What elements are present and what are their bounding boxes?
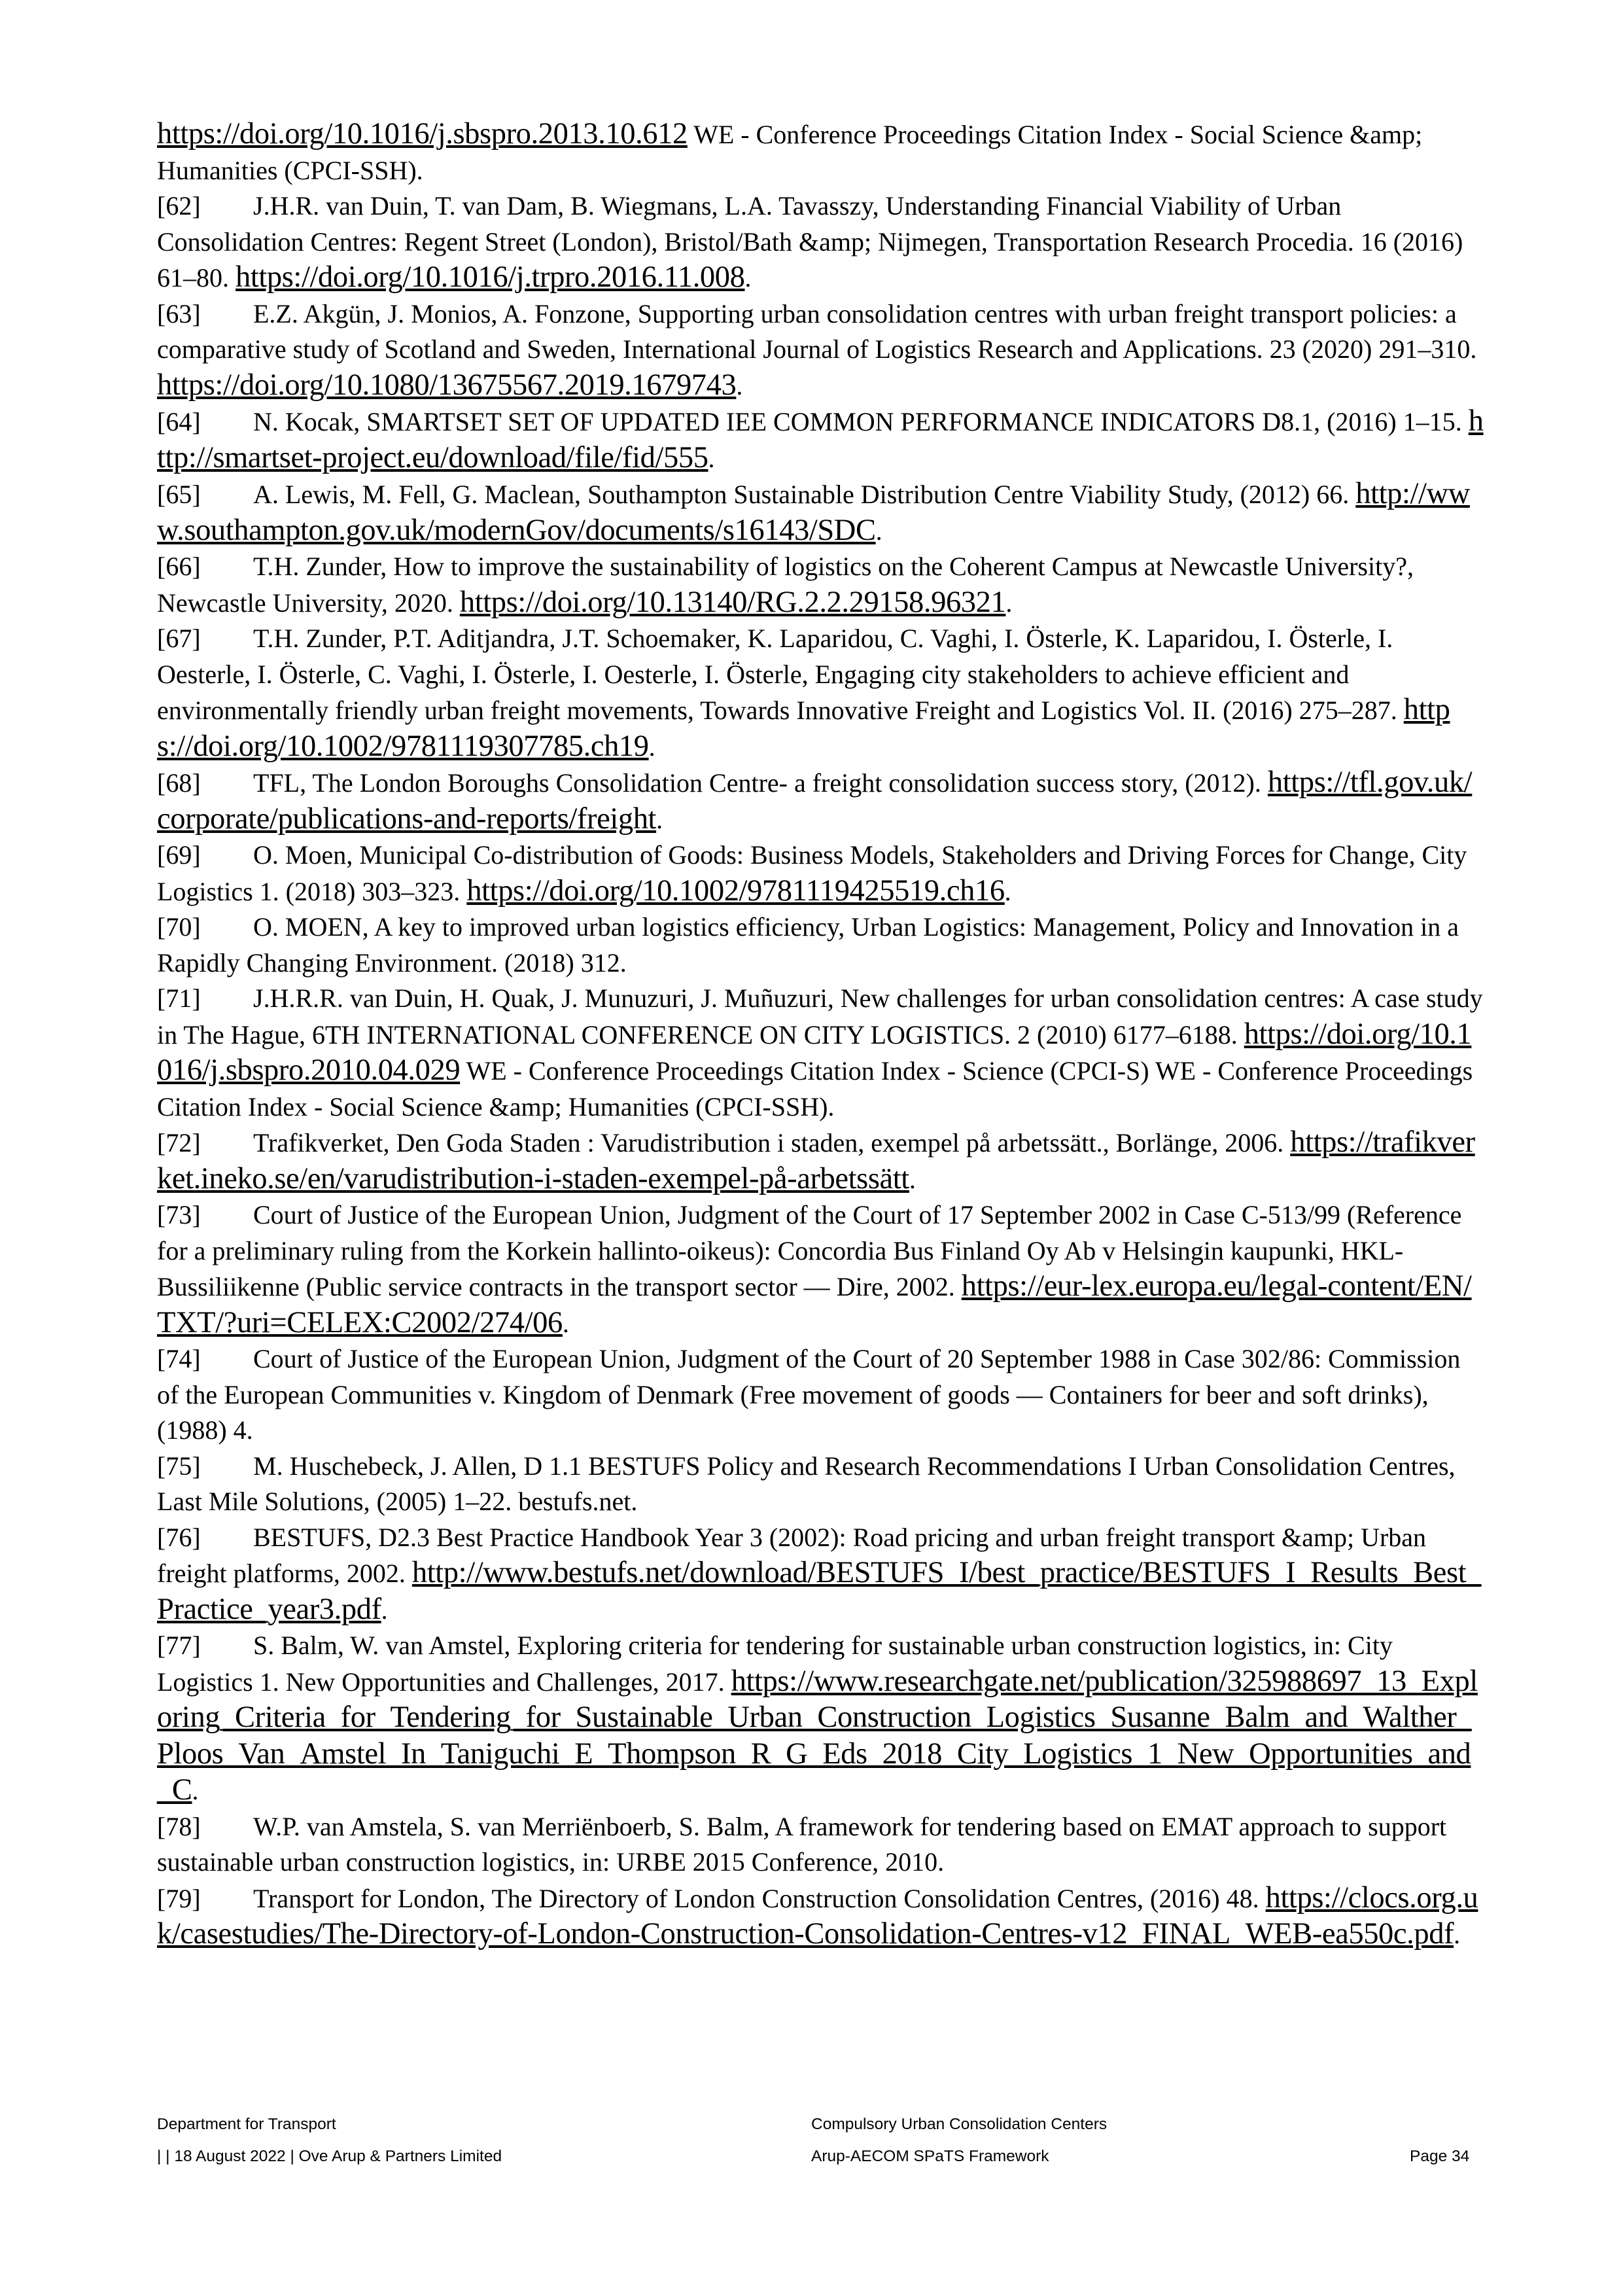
reference-number: [78] [157, 1811, 201, 1841]
footer-framework: Arup-AECOM SPaTS Framework [811, 2147, 1049, 2165]
reference-link[interactable]: http://www.southampton.gov.uk/modernGov/documents/s16143/SDC [157, 477, 1470, 547]
reference-text: N. Kocak, SMARTSET SET OF UPDATED IEE COMMON PERFORMANCE INDICATORS D8.1, (2016) 1–15. [253, 407, 1469, 436]
reference-tail: . [562, 1308, 569, 1338]
reference-link[interactable]: http://www.bestufs.net/download/BESTUFS_I/best_practice/BESTUFS_I_Results_Best_Practice_year3.pdf [157, 1556, 1482, 1626]
reference-link[interactable]: https://clocs.org.uk/casestudies/The-Directory-of-London-Construction-Consolidation-Centres-v12_FINAL_WEB-ea550c.pdf [157, 1881, 1478, 1951]
reference-entry [157, 296, 1485, 404]
reference-text: O. Moen, Municipal Co-distribution of Goods: Business Models, Stakeholders and Driving Forces for Change, City Logistics 1. (2018) 303–323. [157, 840, 1467, 906]
footer-report-title: Compulsory Urban Consolidation Centers [811, 2115, 1108, 2133]
reference-entry [157, 1809, 1485, 1881]
reference-text: T.H. Zunder, How to improve the sustainability of logistics on the Coherent Campus at Newcastle University?, Newcastle University, 2020. [157, 552, 1414, 618]
footer-page-number: Page 34 [1410, 2147, 1470, 2165]
reference-entry [157, 1628, 1485, 1809]
reference-text: M. Huschebeck, J. Allen, D 1.1 BESTUFS Policy and Research Recommendations I Urban Consolidation Centres, Last Mile Solutions, (2005) 1–22. bestufs.net. [157, 1451, 1456, 1516]
reference-number: [68] [157, 768, 201, 798]
reference-items [157, 188, 1485, 1953]
reference-number: [65] [157, 480, 201, 509]
reference-list [157, 116, 1485, 1953]
reference-link[interactable]: https://tfl.gov.uk/corporate/publications-and-reports/freight [157, 766, 1473, 836]
reference-text: S. Balm, W. van Amstel, Exploring criteria for tendering for sustainable urban construction logistics, in: City Logistics 1. New Opportunities and Challenges, 2017. [157, 1631, 1393, 1697]
reference-entry [157, 549, 1485, 621]
reference-tail: . [381, 1595, 388, 1625]
reference-number: [76] [157, 1522, 201, 1552]
reference-text: BESTUFS, D2.3 Best Practice Handbook Year 3 (2002): Road pricing and urban freight transport &amp; Urban freight platforms, 2002. [157, 1522, 1427, 1588]
reference-entry [157, 188, 1485, 296]
reference-entry [157, 621, 1485, 765]
reference-link[interactable]: https://doi.org/10.1016/j.sbspro.2013.10.612 [157, 117, 688, 150]
reference-entry [157, 404, 1485, 476]
reference-tail: . [744, 263, 752, 292]
reference-tail: . [1005, 588, 1013, 618]
reference-tail: . [1454, 1920, 1461, 1949]
reference-text: W.P. van Amstela, S. van Merriënboerb, S. Balm, A framework for tendering based on EMAT approach to support sustainable urban construction logistics, in: URBE 2015 Conference, 2010. [157, 1811, 1447, 1877]
reference-tail: . [648, 732, 655, 762]
reference-entry [157, 838, 1485, 910]
reference-entry [157, 1449, 1485, 1520]
reference-text: E.Z. Akgün, J. Monios, A. Fonzone, Supporting urban consolidation centres with urban freight transport policies: a comparative study of Scotland and Sweden, International Journal of Logistics Research and Applications. 23 (2020) 291–310. [157, 298, 1477, 364]
reference-text: TFL, The London Boroughs Consolidation Centre- a freight consolidation success story, (2012). [253, 768, 1268, 798]
reference-link[interactable]: https://eur-lex.europa.eu/legal-content/EN/TXT/?uri=CELEX:C2002/274/06 [157, 1269, 1472, 1339]
reference-text: J.H.R. van Duin, T. van Dam, B. Wiegmans, L.A. Tavasszy, Understanding Financial Viability of Urban Consolidation Centres: Regent Street (London), Bristol/Bath &amp; Nijmegen, Transportation Research Procedia. 16 (2016) 61–80. [157, 191, 1463, 292]
reference-entry [157, 765, 1485, 838]
reference-entry [157, 1520, 1485, 1629]
reference-number: [62] [157, 191, 201, 221]
reference-number: [71] [157, 983, 201, 1013]
reference-entry [157, 910, 1485, 981]
reference-entry [157, 1197, 1485, 1341]
reference-text: Transport for London, The Directory of London Construction Consolidation Centres, (2016) 48. [253, 1883, 1266, 1913]
footer-department: Department for Transport [157, 2115, 336, 2133]
reference-text: T.H. Zunder, P.T. Aditjandra, J.T. Schoemaker, K. Laparidou, C. Vaghi, I. Österle, K. Laparidou, I. Österle, I. Oesterle, I. Österle, C. Vaghi, I. Österle, I. Oesterle, I. Österle, Engaging city stakeholders to achieve efficient and environmentally friendly urban freight movements, Towards Innovative Freight and Logistics Vol. II. (2016) 275–287. [157, 624, 1404, 725]
reference-link[interactable]: https://doi.org/10.1080/13675567.2019.1679743 [157, 368, 737, 402]
reference-number: [64] [157, 407, 201, 436]
reference-tail: . [736, 370, 743, 400]
reference-text: Trafikverket, Den Goda Staden : Varudistribution i staden, exempel på arbetssätt., Borlänge, 2006. [253, 1128, 1291, 1157]
reference-link[interactable]: https://doi.org/10.1002/9781119425519.ch16 [466, 874, 1005, 908]
reference-text: A. Lewis, M. Fell, G. Maclean, Southampton Sustainable Distribution Centre Viability Study, (2012) 66. [253, 480, 1356, 509]
reference-text: Court of Justice of the European Union, Judgment of the Court of 17 September 2002 in Case C-513/99 (Reference for a preliminary ruling from the Korkein hallinto-oikeus): Concordia Bus Finland Oy Ab v Helsingin kaupunki, HKL-Bussiliikenne (Public service contracts in the transport sector — Dire, 2002. [157, 1200, 1462, 1301]
reference-tail: . [192, 1776, 199, 1805]
reference-entry [157, 981, 1485, 1125]
reference-link[interactable]: https://doi.org/10.1016/j.sbspro.2010.04.029 [157, 1017, 1472, 1087]
reference-entry [157, 476, 1485, 549]
reference-link[interactable]: https://doi.org/10.1002/9781119307785.ch19 [157, 693, 1450, 763]
reference-number: [70] [157, 912, 201, 942]
reference-tail: . [909, 1164, 916, 1194]
reference-number: [63] [157, 298, 201, 328]
reference-link[interactable]: https://www.researchgate.net/publication/325988697_13_Exploring_Criteria_for_Tendering_for_Sustainable_Urban_Construction_Logistics_Susanne_Balm_and_Walther_Ploos_Van_Amstel_In_Taniguchi_E_Thompson_R_G_Eds_2018_City_Logistics_1_New_Opportunities_and_C [157, 1664, 1478, 1807]
reference-number: [77] [157, 1631, 201, 1660]
reference-link[interactable]: https://doi.org/10.13140/RG.2.2.29158.96321 [459, 585, 1006, 619]
reference-text: O. MOEN, A key to improved urban logistics efficiency, Urban Logistics: Management, Policy and Innovation in a Rapidly Changing Environment. (2018) 312. [157, 912, 1459, 978]
reference-number: [66] [157, 552, 201, 581]
reference-link[interactable]: https://trafikverket.ineko.se/en/varudistribution-i-staden-exempel-på-arbetssätt [157, 1125, 1475, 1195]
footer-date-company: | | 18 August 2022 | Ove Arup & Partners Limited [157, 2147, 502, 2165]
reference-continuation [157, 116, 1485, 188]
reference-tail: . [1004, 876, 1011, 906]
reference-number: [72] [157, 1128, 201, 1157]
reference-number: [69] [157, 840, 201, 870]
reference-entry [157, 1881, 1485, 1953]
reference-number: [73] [157, 1200, 201, 1229]
reference-link[interactable]: https://doi.org/10.1016/j.trpro.2016.11.008 [236, 260, 745, 294]
reference-tail: WE - Conference Proceedings Citation Index - Science (CPCI-S) WE - Conference Proceedings Citation Index - Social Science &amp; Humanities (CPCI-SSH). [157, 1056, 1473, 1122]
reference-number: [79] [157, 1883, 201, 1913]
reference-tail: . [708, 443, 715, 473]
reference-number: [75] [157, 1451, 201, 1481]
reference-link[interactable]: http://smartset-project.eu/download/file/fid/555 [157, 404, 1484, 474]
reference-number: [74] [157, 1344, 201, 1373]
reference-tail: . [875, 516, 882, 546]
reference-tail: WE - Conference Proceedings Citation Index - Social Science &amp; Humanities (CPCI-SSH). [157, 120, 1423, 185]
reference-text: J.H.R.R. van Duin, H. Quak, J. Munuzuri, J. Muñuzuri, New challenges for urban consolidation centres: A case study in The Hague, 6TH INTERNATIONAL CONFERENCE ON CITY LOGISTICS. 2 (2010) 6177–6188. [157, 983, 1483, 1050]
reference-entry [157, 1125, 1485, 1197]
reference-entry [157, 1341, 1485, 1449]
reference-text: Court of Justice of the European Union, Judgment of the Court of 20 September 1988 in Case 302/86: Commission of the European Communities v. Kingdom of Denmark (Free movement of goods — Containers for beer and soft drinks), (1988) 4. [157, 1344, 1461, 1445]
reference-number: [67] [157, 624, 201, 653]
reference-tail: . [656, 804, 663, 834]
